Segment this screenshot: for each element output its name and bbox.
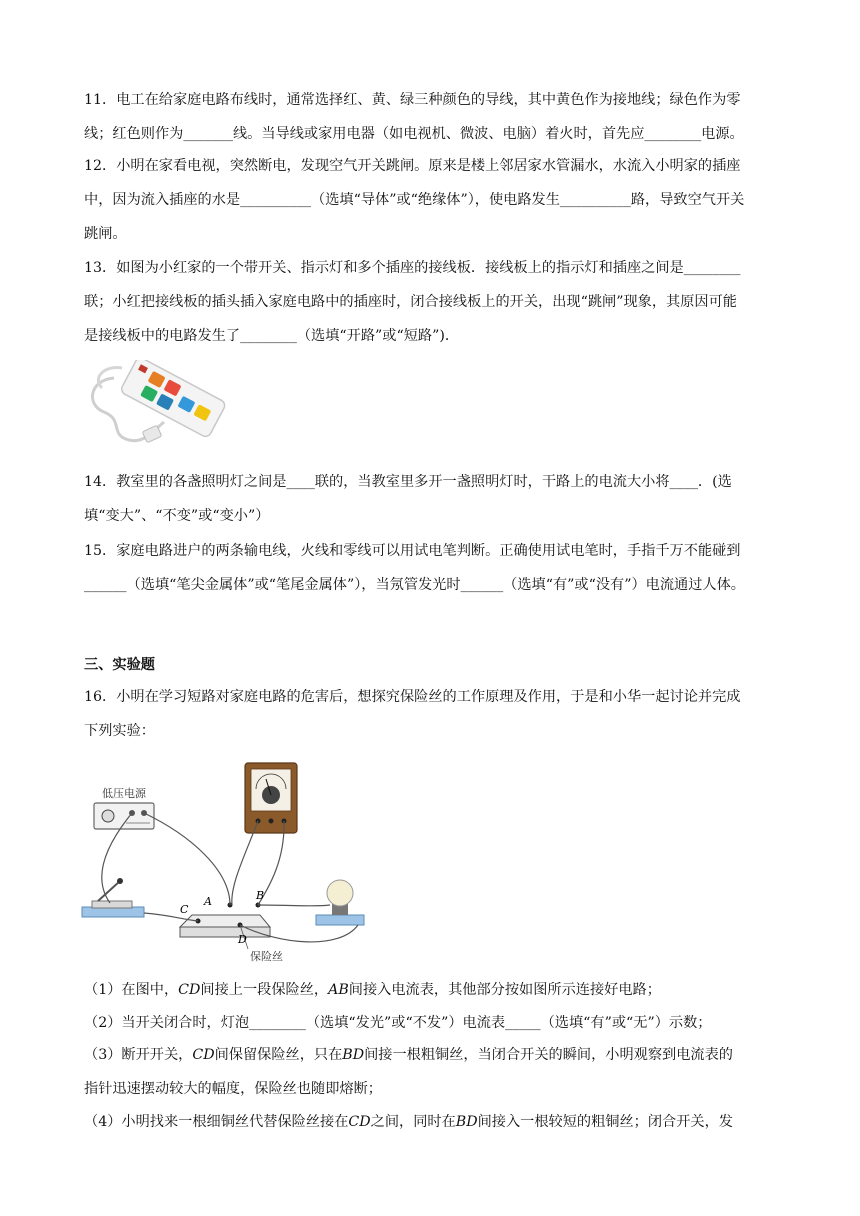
step-4-text-b: 之间，同时在 (370, 1114, 456, 1130)
step-1-text-b: 间接上一段保险丝， (200, 982, 329, 998)
step-1-text-c: 间接入电流表，其他部分按如图所示连接好电路； (348, 982, 661, 998)
q16-line-2: 下列实验： (84, 723, 155, 739)
q15-line-1: 15．家庭电路进户的两条输电线，火线和零线可以用试电笔判断。正确使用试电笔时，手指千万不能碰到 (84, 543, 741, 559)
q15-line-2: ______（选填“笔尖金属体”或“笔尾金属体”），当氖管发光时______（选填“有”或“没有”）电流通过人体。 (84, 577, 745, 593)
q11-line-1: 11．电工在给家庭电路布线时，通常选择红、黄、绿三种颜色的导线，其中黄色作为接地线；绿色作为零 (84, 92, 741, 108)
q16-line-1: 16．小明在学习短路对家庭电路的危害后，想探究保险丝的工作原理及作用，于是和小华一起讨论并完成 (84, 689, 741, 705)
q12-line-2: 中，因为流入插座的水是__________（选填“导体”或“绝缘体”），使电路发生__________路，导致空气开关 (84, 192, 745, 208)
step-4-text-a: （4）小明找来一根细铜丝代替保险丝接在 (84, 1114, 349, 1130)
q13-line-2: 联；小红把接线板的插头插入家庭电路中的插座时，闭合接线板上的开关，出现“跳闸”现象，其原因可能 (84, 294, 737, 310)
point-d-label: D (238, 933, 247, 946)
step-4-bd: BD (455, 1114, 478, 1130)
point-b-label: B (256, 889, 265, 902)
q12-line-3: 跳闸。 (84, 226, 127, 242)
q16-step-4 (84, 1112, 784, 1132)
step-3-text-a: （3）断开开关， (84, 1047, 193, 1063)
circuit-figure (80, 755, 370, 965)
q11-line-2: 线；红色则作为_______线。当导线或家用电器（如电视机、微波、电脑）着火时，首先应________电源。 (84, 126, 744, 142)
fuse-label: 保险丝 (250, 950, 283, 963)
switch-icon (82, 878, 144, 917)
q16-step-1 (84, 980, 784, 1000)
q16-step-3-line-2: 指针迅速摆动较大的幅度，保险丝也随即熔断； (84, 1081, 382, 1097)
ammeter-icon (245, 763, 297, 833)
q16-step-2: （2）当开关闭合时，灯泡________（选填“发光”或“不发”）电流表_____（选填“有”或“无”）示数； (84, 1015, 712, 1031)
q12-line-1: 12．小明在家看电视，突然断电，发现空气开关跳闸。原来是楼上邻居家水管漏水，水流入小明家的插座 (84, 158, 741, 174)
q13-line-1: 13．如图为小红家的一个带开关、指示灯和多个插座的接线板．接线板上的指示灯和插座之间是________ (84, 260, 741, 276)
q16-step-3 (84, 1045, 784, 1065)
step-1-text-a: （1）在图中， (84, 982, 179, 998)
q14-line-1: 14．教室里的各盏照明灯之间是____联的，当教室里多开一盏照明灯时，干路上的电流大小将____．(选 (84, 474, 732, 490)
step-4-text-c: 间接入一根较短的粗铜丝；闭合开关，发 (477, 1114, 733, 1130)
step-1-cd: CD (178, 982, 201, 998)
point-c-label: C (180, 903, 189, 916)
power-supply-label: 低压电源 (102, 787, 146, 800)
q13-line-3: 是接线板中的电路发生了________（选填“开路”或“短路”)． (84, 328, 460, 344)
step-3-bd: BD (342, 1047, 365, 1063)
step-3-text-b: 间保留保险丝，只在 (214, 1047, 343, 1063)
power-strip-figure (84, 360, 234, 450)
step-4-cd: CD (348, 1114, 371, 1130)
point-a-label: A (204, 895, 212, 908)
step-1-ab: AB (328, 982, 349, 998)
step-3-cd: CD (192, 1047, 215, 1063)
lamp-icon (316, 880, 364, 925)
q14-line-2: 填“变大”、“不变”或“变小”） (84, 508, 270, 524)
step-3-text-c: 间接一根粗铜丝，当闭合开关的瞬间，小明观察到电流表的 (364, 1047, 733, 1063)
section-title: 三、实验题 (84, 657, 155, 673)
